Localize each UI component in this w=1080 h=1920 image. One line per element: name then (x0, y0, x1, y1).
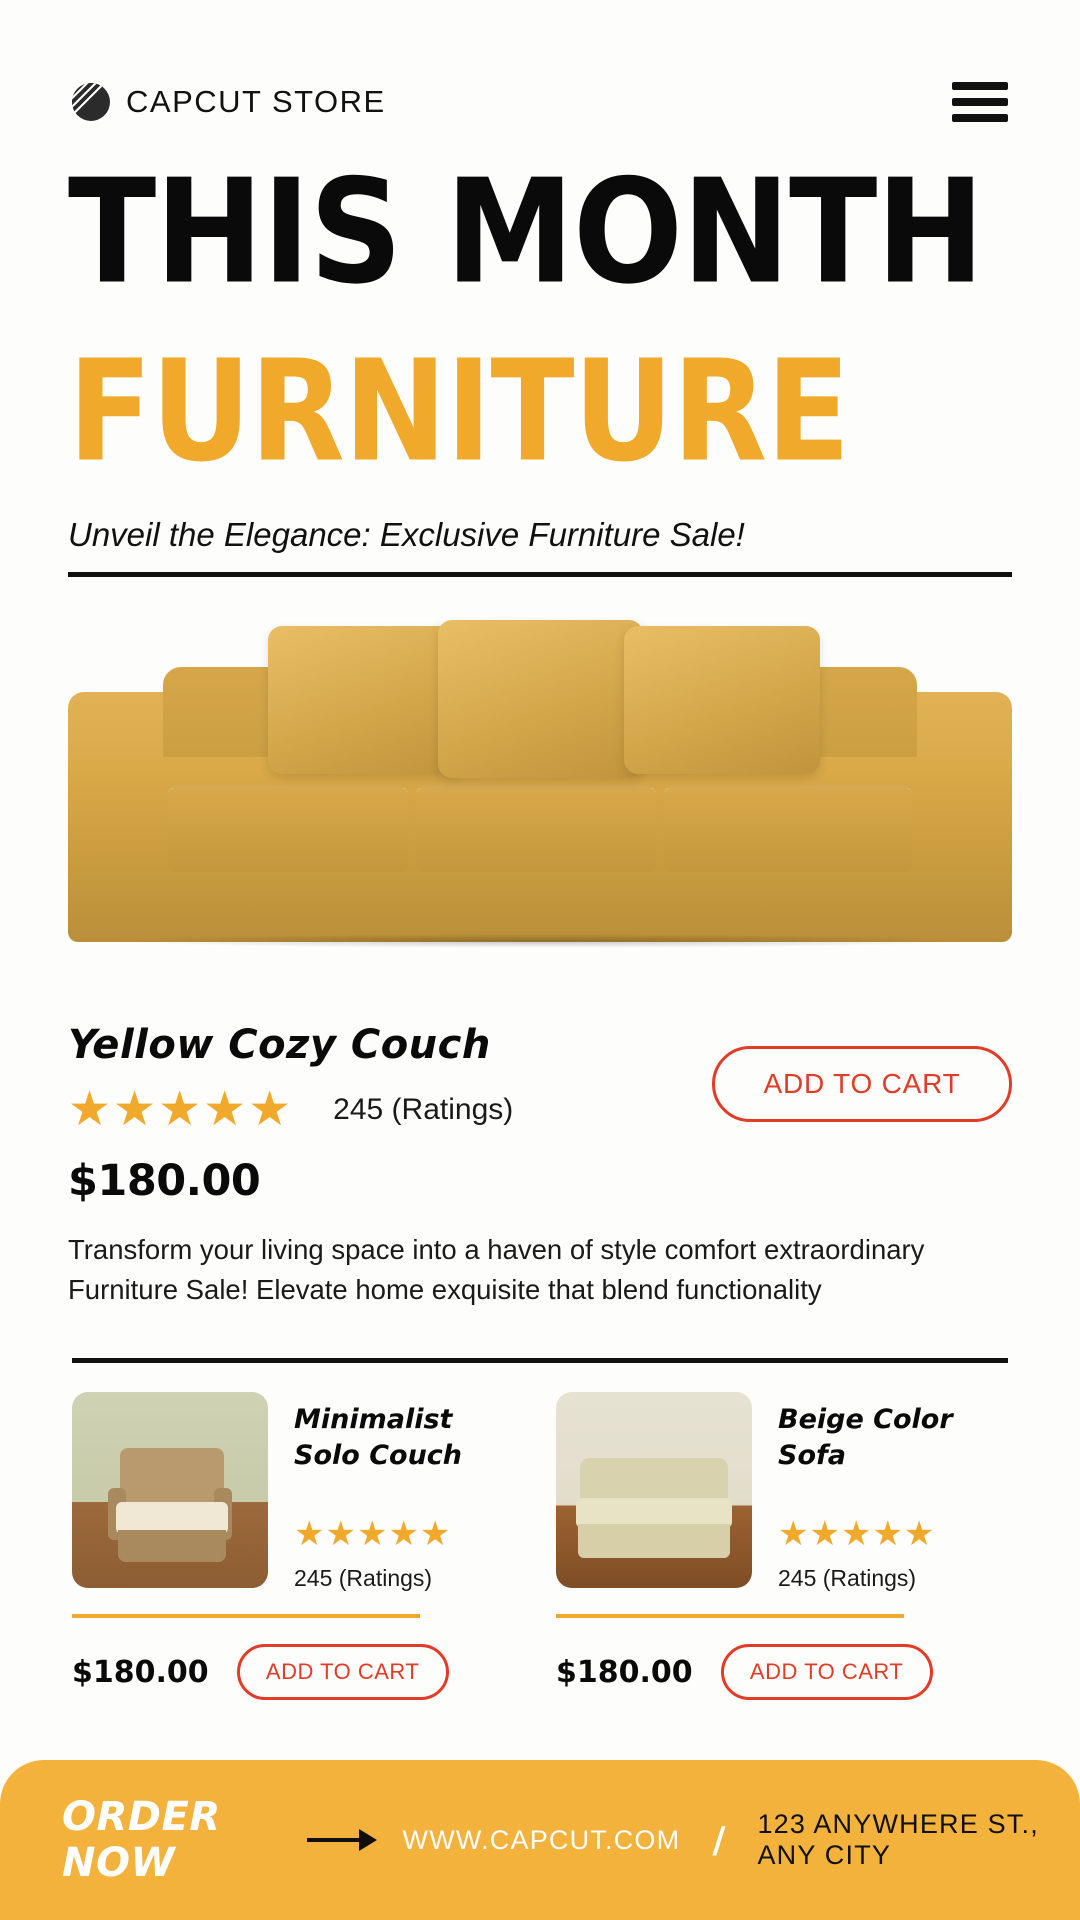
product-title-1: Minimalist Solo Couch (294, 1404, 463, 1471)
footer (0, 1760, 1080, 1920)
star-rating-icon-1: ★★★★★ (294, 1515, 452, 1554)
star-rating-icon: ★★★★★ (68, 1083, 294, 1136)
hero (68, 148, 1012, 577)
hero-divider (68, 572, 1012, 577)
hero-subtitle: Unveil the Elegance: Exclusive Furniture Sale! (68, 516, 745, 553)
yellow-couch-illustration (68, 612, 1012, 942)
product-rating-count-1: 245 (Ratings) (294, 1565, 433, 1592)
featured-product-info (68, 1022, 1012, 1206)
brand[interactable] (72, 83, 386, 121)
featured-product-image (68, 612, 1012, 942)
hero-heading-line1: THIS MONTH (68, 148, 984, 316)
product-price-2: $180.00 (556, 1654, 693, 1690)
featured-price: $180.00 (68, 1156, 261, 1206)
product-title-2: Beige Color Sofa (778, 1404, 953, 1471)
star-rating-icon-2: ★★★★★ (778, 1515, 936, 1554)
footer-separator: / (712, 1819, 726, 1861)
product-card-1[interactable] (72, 1392, 504, 1700)
product-rating-count-2: 245 (Ratings) (778, 1565, 917, 1592)
brand-name: CAPCUT STORE (126, 84, 386, 119)
section-divider (72, 1358, 1008, 1363)
add-to-cart-button-1[interactable]: ADD TO CART (237, 1644, 449, 1700)
header (72, 72, 1008, 132)
product-card-divider-2 (556, 1614, 904, 1618)
featured-description: Transform your living space into a haven of style comfort extraordinary Furniture Sale! Elevate home exquisite that blend functionality (68, 1234, 925, 1305)
featured-rating-count: 245 (Ratings) (333, 1093, 514, 1126)
order-now-label: ORDER NOW (62, 1794, 221, 1886)
circle-logo-icon (72, 83, 110, 121)
product-list (72, 1392, 1008, 1700)
product-card-divider-1 (72, 1614, 420, 1618)
add-to-cart-button-2[interactable]: ADD TO CART (721, 1644, 933, 1700)
product-thumbnail-1 (72, 1392, 268, 1588)
product-thumbnail-2 (556, 1392, 752, 1588)
product-card-2[interactable] (556, 1392, 988, 1700)
featured-product-title: Yellow Cozy Couch (68, 1022, 491, 1068)
product-price-1: $180.00 (72, 1654, 209, 1690)
arrow-right-icon (307, 1829, 377, 1851)
hero-heading-line2: FURNITURE (68, 330, 850, 494)
footer-address: 123 ANYWHERE ST., ANY CITY (757, 1809, 1039, 1870)
add-to-cart-button-featured[interactable]: ADD TO CART (712, 1046, 1012, 1122)
hamburger-menu-icon[interactable] (952, 82, 1008, 122)
footer-website[interactable]: WWW.CAPCUT.COM (402, 1824, 681, 1855)
